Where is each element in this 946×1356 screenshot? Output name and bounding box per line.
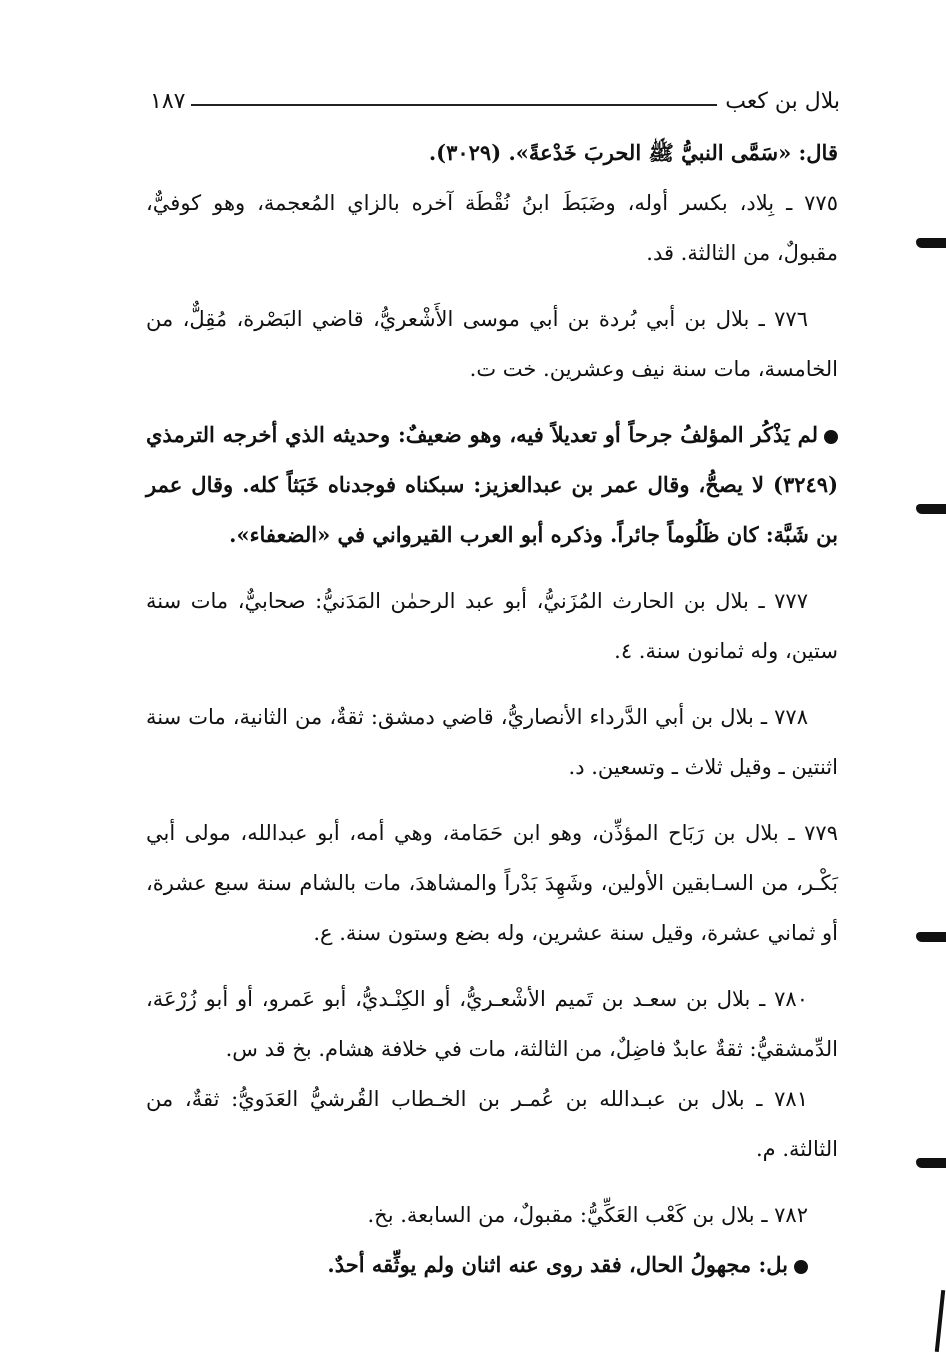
entry-781: ٧٨١ ـ بلال بن عبـدالله بن عُمـر بن الخـطاب القُرشيُّ العَدَويُّ: ثقةٌ، من الثالثة. م.	[146, 1087, 838, 1161]
header-rule	[191, 104, 717, 106]
entry-777: ٧٧٧ ـ بلال بن الحارث المُزَنيُّ، أبو عبد الرحمٰن المَدَنيُّ: صحابيٌّ، مات سنة ستين، وله ثمانون سنة. ٤.	[146, 589, 838, 663]
comment-text: لم يَذْكُر المؤلفُ جرحاً أو تعديلاً فيه، وهو ضعيفٌ: وحديثه الذي أخرجه الترمذي (٣٢٤٩) لا يصحُّ، وقال عمر بن عبدالعزيز: سبكناه فوجدناه خَبَثاً كله. وقال عمر بن شَبَّة: كان ظَلُوماً جائراً. وذكره أبو العرب القيرواني في «الضعفاء».	[146, 422, 838, 547]
entry-775: ٧٧٥ ـ بِلاد، بكسر أوله، وضَبَطَ ابنُ نُقْطَة آخره بالزاي المُعجمة، وهو كوفيٌّ، مقبولٌ، من الثالثة. قد.	[146, 191, 838, 265]
page-corner-mark	[935, 1290, 945, 1352]
bullet-icon	[824, 430, 838, 444]
entry-780: ٧٨٠ ـ بلال بن سعـد بن تَميم الأشْعـريُّ، أو الكِنْـديُّ، أبو عَمرو، أو أبو زُرْعَة، الدِّمشقيُّ: ثقةٌ عابدٌ فاضِلٌ، من الثالثة، مات في خلافة هشام. بخ قد س.	[146, 987, 838, 1061]
entry-782: ٧٨٢ ـ بلال بن كَعْب العَكِّيُّ: مقبولٌ، من السابعة. بخ.	[367, 1203, 808, 1227]
editor-comment-776	[146, 410, 838, 560]
page-header	[150, 78, 840, 114]
page-edge-mark	[916, 238, 946, 248]
entry-779: ٧٧٩ ـ بلال بن رَبَاح المؤذِّن، وهو ابن حَمَامة، وهي أمه، أبو عبدالله، مولى أبي بَكْـر، من السـابقين الأولين، وشَهِدَ بَدْراً والمشاهدَ، مات بالشام سنة سبع عشرة، أو ثماني عشرة، وقيل سنة عشرين، وله بضع وستون سنة. ع.	[146, 821, 838, 945]
page-number: ١٨٧	[150, 89, 186, 114]
entry-778: ٧٧٨ ـ بلال بن أبي الدَّرداء الأنصاريُّ، قاضي دمشق: ثقةٌ، من الثانية، مات سنة اثنتين ـ وقيل ثلاث ـ وتسعين. د.	[146, 705, 838, 779]
bullet-icon	[794, 1260, 808, 1274]
running-title: بلال بن كعب	[725, 89, 840, 114]
main-text	[146, 128, 838, 1290]
comment-text: بل: مجهولُ الحال، فقد روى عنه اثنان ولم يوثِّقه أحدٌ.	[327, 1252, 788, 1277]
page-edge-mark	[916, 504, 946, 514]
editor-comment-782	[146, 1240, 838, 1290]
page-edge-mark	[916, 932, 946, 942]
entry-776: ٧٧٦ ـ بلال بن أبي بُردة بن أبي موسى الأَشْعريُّ، قاضي البَصْرة، مُقِلٌّ، من الخامسة، مات سنة نيف وعشرين. خت ت.	[146, 307, 838, 381]
paragraph-hadith-quote: قال: «سَمَّى النبيُّ ﷺ الحربَ خَدْعةً». (٣٠٢٩).	[428, 140, 838, 165]
page-edge-mark	[916, 1158, 946, 1168]
